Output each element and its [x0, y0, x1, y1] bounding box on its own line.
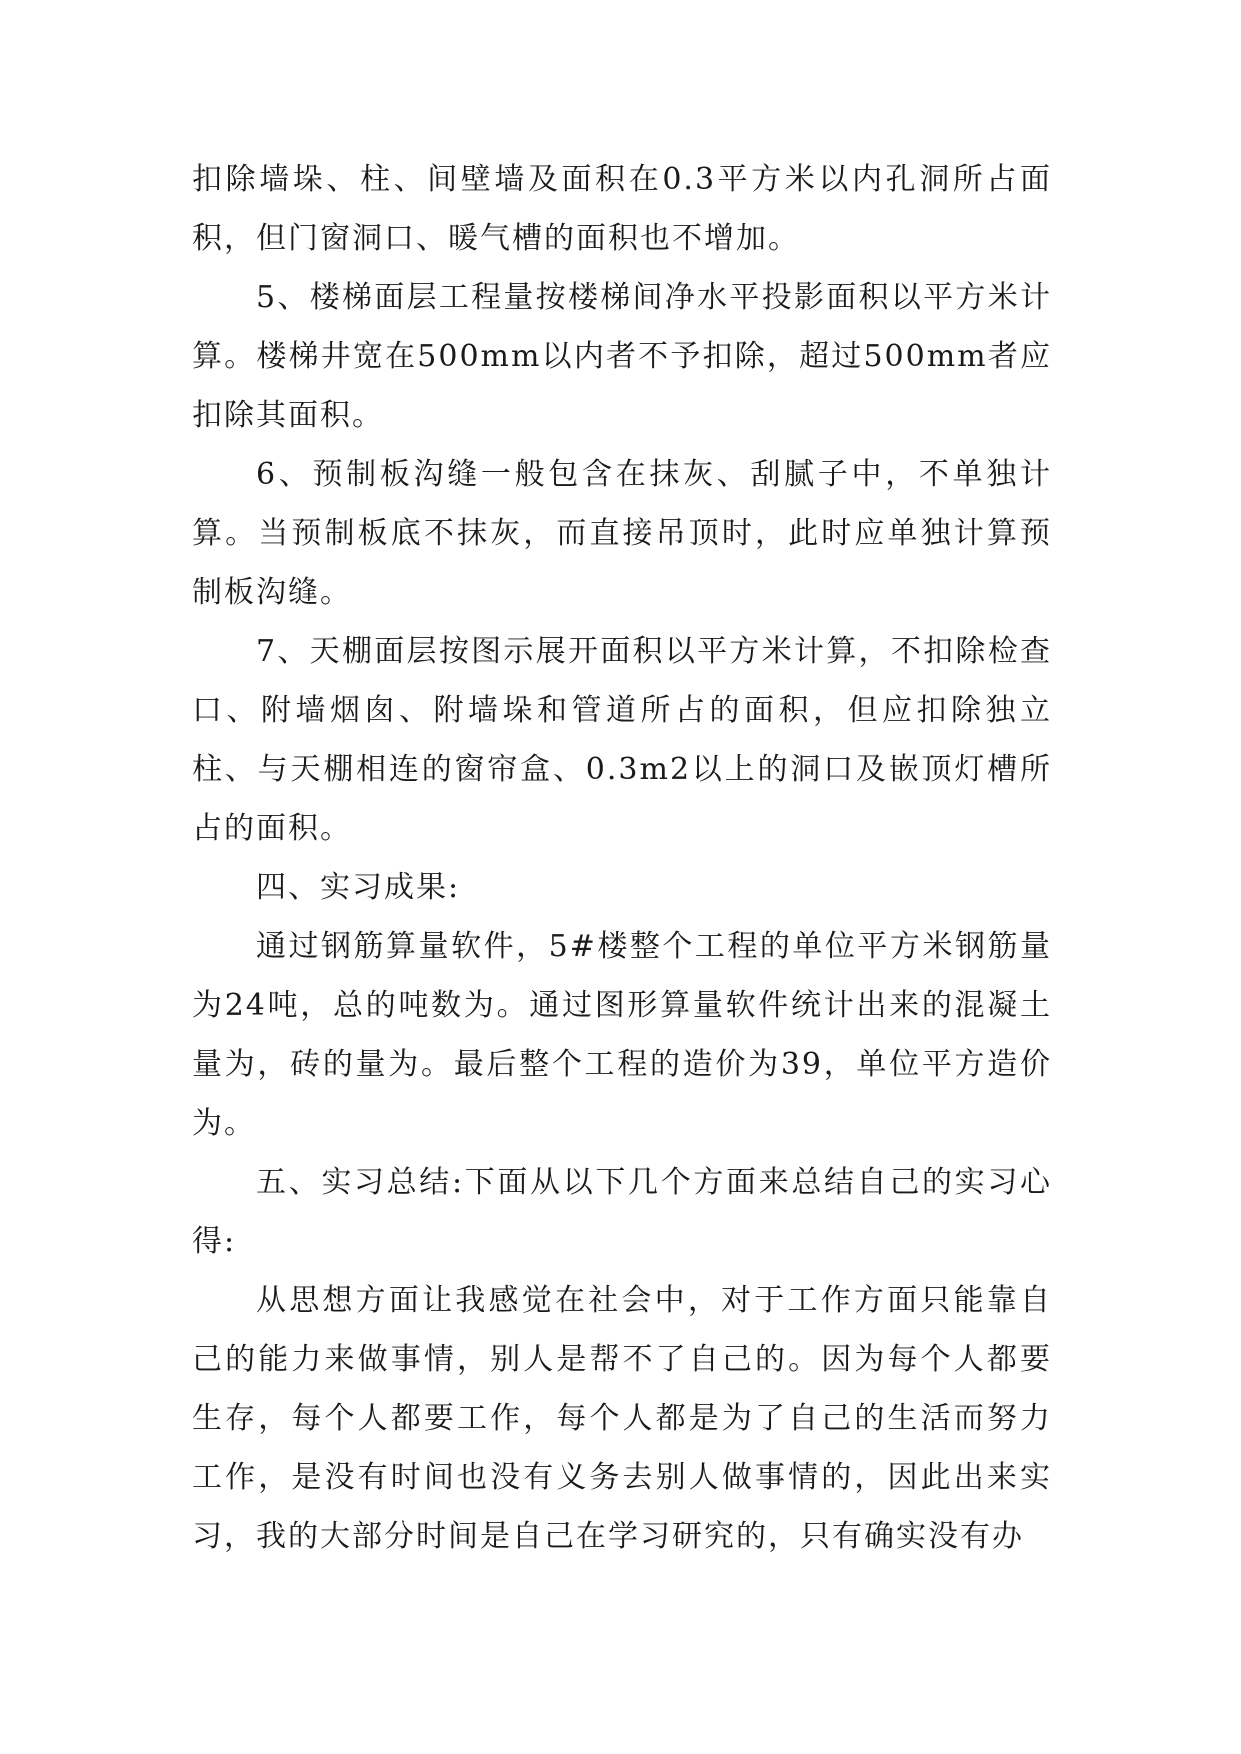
paragraph: 扣除墙垛、柱、间壁墙及面积在0.3平方米以内孔洞所占面积，但门窗洞口、暖气槽的面积也不增加。: [192, 162, 1052, 256]
paragraph: 5、楼梯面层工程量按楼梯间净水平投影面积以平方米计算。楼梯井宽在500mm以内者不予扣除，超过500mm者应扣除其面积。: [192, 280, 1052, 433]
document-body: [192, 150, 1052, 1566]
paragraph: 6、预制板沟缝一般包含在抹灰、刮腻子中，不单独计算。当预制板底不抹灰，而直接吊顶时，此时应单独计算预制板沟缝。: [192, 457, 1052, 610]
section-heading: 五、实习总结:下面从以下几个方面来总结自己的实习心得:: [192, 1165, 1052, 1259]
section-heading: 四、实习成果:: [256, 870, 461, 905]
paragraph: 通过钢筋算量软件，5#楼整个工程的单位平方米钢筋量为24吨，总的吨数为。通过图形算量软件统计出来的混凝土量为，砖的量为。最后整个工程的造价为39，单位平方造价为。: [192, 929, 1052, 1141]
paragraph: 从思想方面让我感觉在社会中，对于工作方面只能靠自己的能力来做事情，别人是帮不了自己的。因为每个人都要生存，每个人都要工作，每个人都是为了自己的生活而努力工作，是没有时间也没有义务去别人做事情的，因此出来实习，我的大部分时间是自己在学习研究的，只有确实没有办: [192, 1283, 1052, 1554]
paragraph: 7、天棚面层按图示展开面积以平方米计算，不扣除检查口、附墙烟囱、附墙垛和管道所占的面积，但应扣除独立柱、与天棚相连的窗帘盒、0.3m2以上的洞口及嵌顶灯槽所占的面积。: [192, 634, 1052, 846]
